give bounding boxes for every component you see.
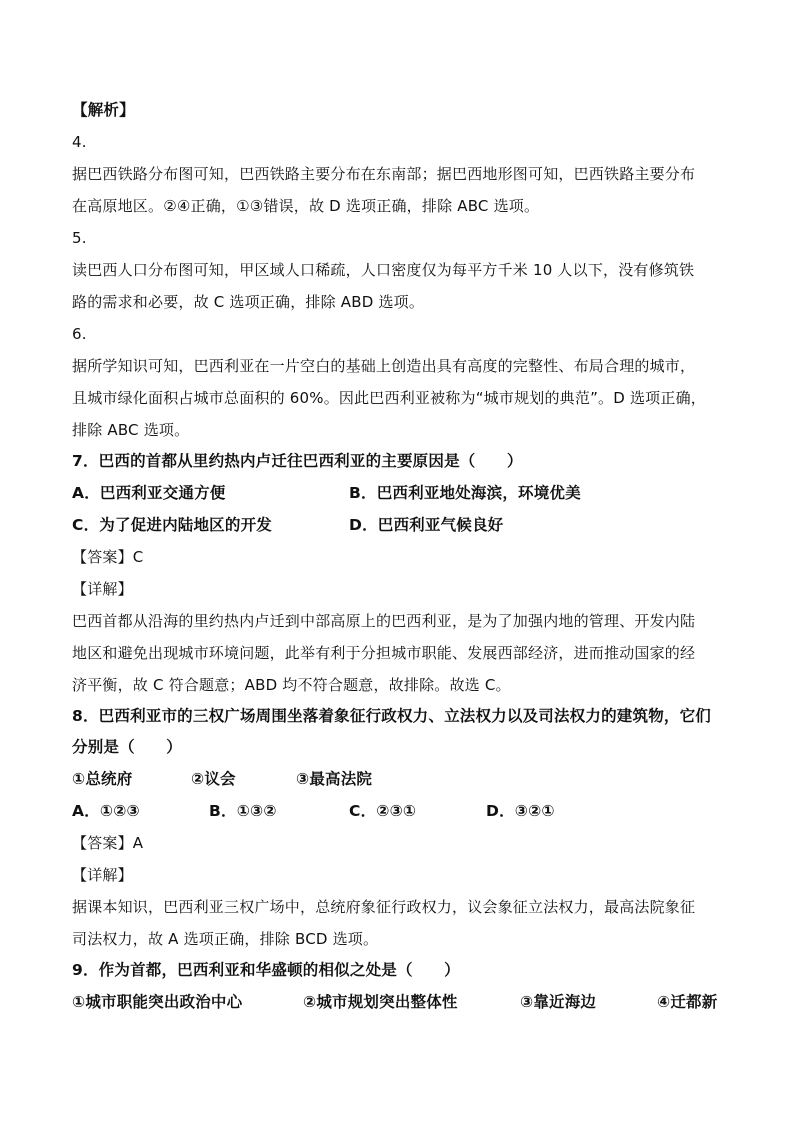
q8-detail-line: 司法权力，故 A 选项正确，排除 BCD 选项。 — [72, 930, 379, 948]
q8-option-a: A．①②③ — [72, 802, 140, 820]
q7-option-d: D．巴西利亚气候良好 — [349, 516, 504, 534]
q8-answer: 【答案】A — [72, 834, 144, 852]
q9-item: ④迁都新 — [657, 993, 718, 1011]
q8-detail-header: 【详解】 — [72, 866, 133, 884]
q7-detail-line: 济平衡，故 C 符合题意；ABD 均不符合题意，故排除。故选 C。 — [72, 676, 511, 694]
q7-detail-line: 巴西首都从沿海的里约热内卢迁到中部高原上的巴西利亚，是为了加强内地的管理、开发内陆 — [72, 612, 696, 630]
q4-number: 4. — [72, 133, 87, 151]
q9-question: 9．作为首都，巴西利亚和华盛顿的相似之处是（ ） — [72, 961, 460, 979]
q7-options-row — [72, 509, 730, 541]
q9-item: ②城市规划突出整体性 — [303, 993, 458, 1011]
q8-question-line: 8．巴西利亚市的三权广场周围坐落着象征行政权力、立法权力以及司法权力的建筑物，它们 — [72, 707, 711, 725]
q8-option-c: C．②③① — [349, 802, 417, 820]
q5-text-line: 路的需求和必要，故 C 选项正确，排除 ABD 选项。 — [72, 293, 425, 311]
q7-answer: 【答案】C — [72, 548, 144, 566]
q9-item: ①城市职能突出政治中心 — [72, 993, 243, 1011]
q7-question: 7．巴西的首都从里约热内卢迁往巴西利亚的主要原因是（ ） — [72, 452, 523, 470]
q6-text-line: 排除 ABC 选项。 — [72, 421, 190, 439]
q7-option-a: A．巴西利亚交通方便 — [72, 484, 226, 502]
q6-text-line: 据所学知识可知，巴西利亚在一片空白的基础上创造出具有高度的完整性、布局合理的城市， — [72, 357, 696, 375]
q8-detail-line: 据课本知识，巴西利亚三权广场中，总统府象征行政权力，议会象征立法权力，最高法院象征 — [72, 898, 696, 916]
q8-items-row — [72, 763, 730, 795]
q8-item: ②议会 — [191, 770, 236, 788]
analysis-header: 【解析】 — [72, 101, 135, 119]
q7-detail-header: 【详解】 — [72, 580, 133, 598]
q7-options-row — [72, 477, 730, 509]
q9-items-row — [72, 986, 730, 1018]
q5-text-line: 读巴西人口分布图可知，甲区域人口稀疏，人口密度仅为每平方千米 10 人以下，没有修筑铁 — [72, 261, 695, 279]
q7-option-c: C．为了促进内陆地区的开发 — [72, 516, 272, 534]
q8-option-b: B．①③② — [209, 802, 277, 820]
q4-text-line: 在高原地区。②④正确，①③错误，故 D 选项正确，排除 ABC 选项。 — [72, 197, 540, 215]
q5-number: 5. — [72, 229, 87, 247]
q8-question-line: 分别是（ ） — [72, 738, 182, 756]
q7-option-b: B．巴西利亚地处海滨，环境优美 — [349, 484, 581, 502]
q6-number: 6. — [72, 325, 87, 343]
q8-item: ①总统府 — [72, 770, 133, 788]
q9-item: ③靠近海边 — [520, 993, 597, 1011]
q8-options-row — [72, 795, 730, 827]
q4-text-line: 据巴西铁路分布图可知，巴西铁路主要分布在东南部；据巴西地形图可知，巴西铁路主要分布 — [72, 165, 696, 183]
q8-option-d: D．③②① — [486, 802, 555, 820]
q8-item: ③最高法院 — [296, 770, 373, 788]
q6-text-line: 且城市绿化面积占城市总面积的 60%。因此巴西利亚被称为“城市规划的典范”。D 选项正确， — [72, 389, 706, 407]
q7-detail-line: 地区和避免出现城市环境问题，此举有利于分担城市职能、发展西部经济，进而推动国家的经 — [72, 644, 696, 662]
